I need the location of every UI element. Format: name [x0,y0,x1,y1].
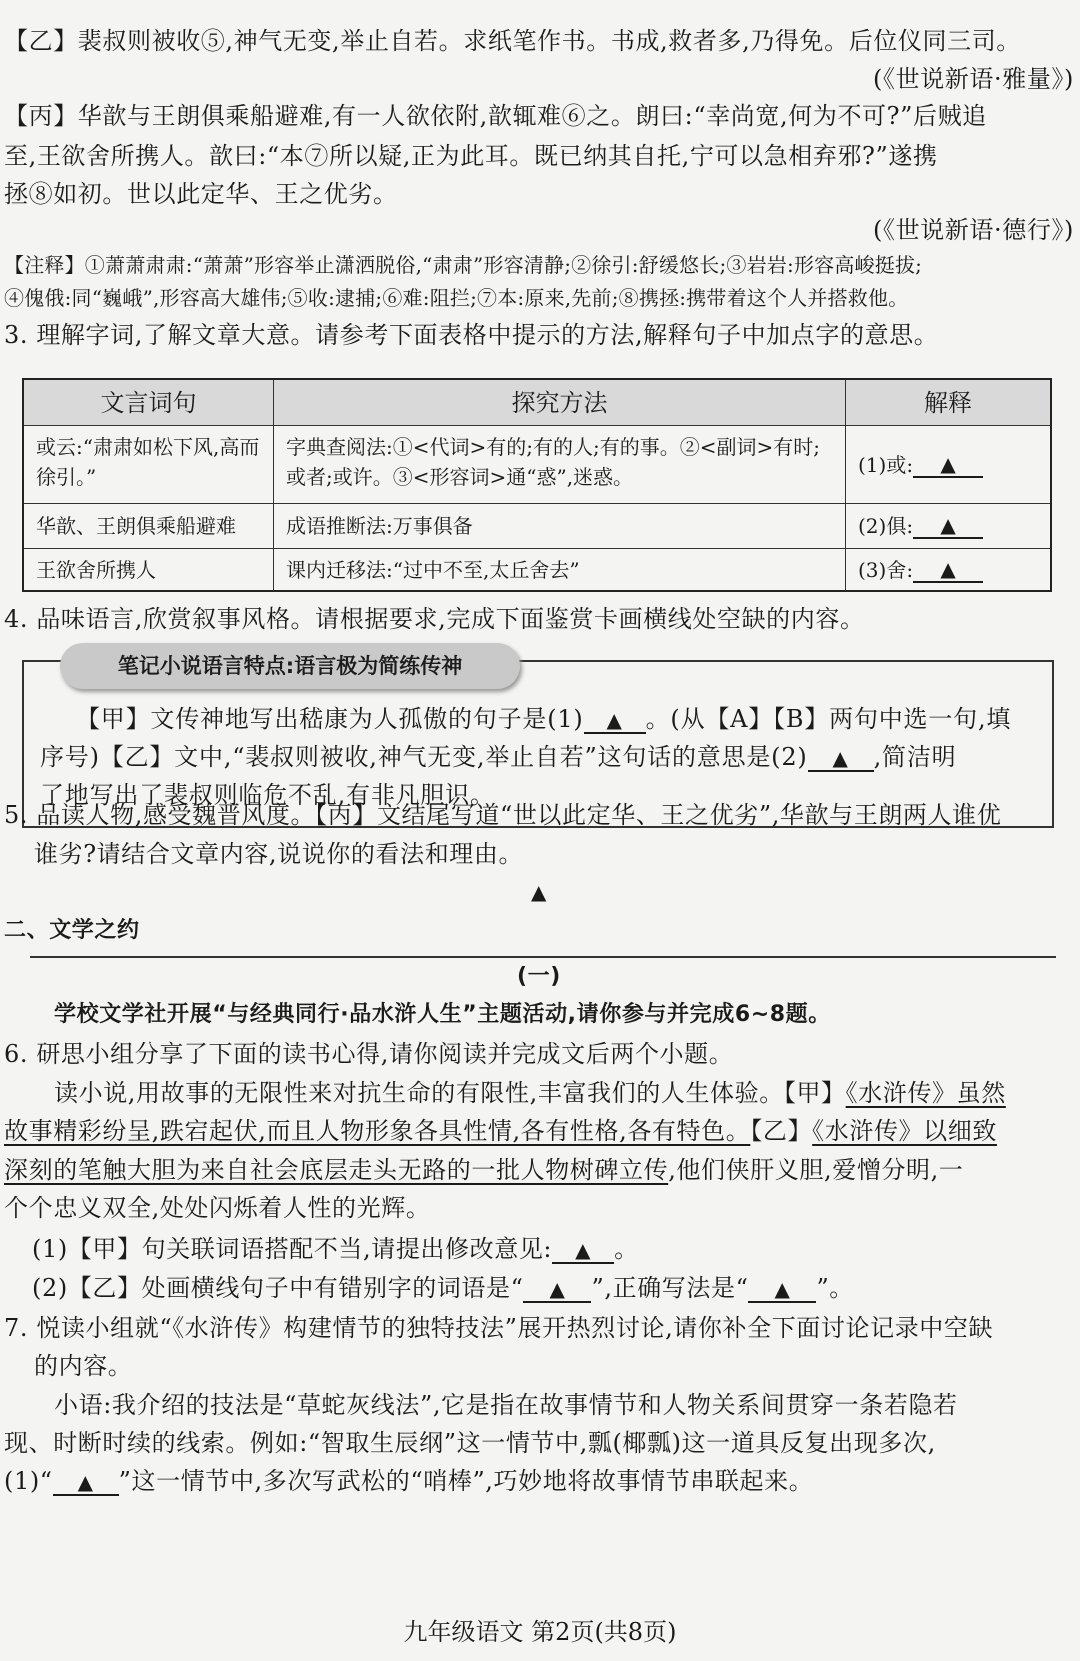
text-part: ”,正确写法是“ [591,1274,749,1302]
underlined-text: 故事精彩纷呈,跌宕起伏,而且人物形象各具性情,各有性格,各有特色。 [4,1117,751,1145]
page-footer: 九年级语文 第2页(共8页) [403,1618,677,1646]
section-intro: 学校文学社开展“与经典同行·品水浒人生”主题活动,请你参与并完成6~8题。 [54,1002,831,1027]
q6-sub2 [4,1269,1074,1307]
triangle-icon: ▲ [940,451,956,476]
answer-blank[interactable] [808,745,874,772]
q6-passage-line3 [4,1151,1074,1189]
section-heading: 二、文学之约 [4,918,140,943]
triangle-icon: ▲ [832,746,849,770]
text-part: ,他们侠肝义胆,爱憎分明,一 [668,1156,964,1184]
text-part: (1)【甲】句关联词语搭配不当,请提出修改意见: [32,1235,553,1263]
passage-bing-line1: 【丙】华歆与王朗俱乘船避难,有一人欲依附,歆辄难⑥之。朗曰:“幸尚宽,何为不可?”后贼追 [4,102,987,130]
text-part: (1)“ [4,1467,53,1495]
answer-label: (3)舍: [858,558,914,582]
triangle-icon: ▲ [606,708,623,732]
source-dexing: (《世说新语·德行》) [873,216,1074,244]
table-cell-method: 字典查阅法:①<代词>有的;有的人;有的事。②<副词>有时;或者;或许。③<形容词>通“惑”,迷惑。 [274,426,846,504]
question-5-line1: 5. 品读人物,感受魏晋风度。【丙】文结尾写道“世以此定华、王之优劣”,华歆与王朗两人谁优 [4,801,1002,829]
table-cell-phrase: 华歆、王朗俱乘船避难 [24,504,274,549]
q6-sub1 [4,1230,1074,1268]
text-part: ”这一情节中,多次写武松的“哨棒”,巧妙地将故事情节串联起来。 [118,1467,814,1495]
q7-passage-line2: 现、时断时续的线索。例如:“智取生辰纲”这一情节中,瓢(椰瓢)这一道具反复出现多次, [4,1429,936,1457]
text-part: 【乙】 [750,1117,813,1145]
card-text-part: 了地写出了裴叔则临危不乱,有非凡胆识。 [40,781,495,809]
card-text-part: 。(从【A】【B】两句中选一句,填 [645,705,1012,733]
answer-blank[interactable] [53,1469,119,1496]
answer-blank[interactable] [552,1237,614,1264]
source-yaliang: (《世说新语·雅量》) [873,65,1074,93]
triangle-icon: ▲ [940,513,956,537]
q7-passage-line3 [4,1462,1074,1500]
triangle-icon: ▲ [940,557,956,581]
triangle-icon: ▲ [549,1277,566,1301]
triangle-icon: ▲ [575,1238,592,1262]
question-3: 3. 理解字词,了解文章大意。请参考下面表格中提示的方法,解释句子中加点字的意思。 [4,321,939,349]
notes-line1: 【注释】①萧萧肃肃:“萧萧”形容举止潇洒脱俗,“肃肃”形容清静;②徐引:舒缓悠长;③岩岩:形容高峻挺拔; [4,253,923,277]
question-7-line2: 的内容。 [34,1352,133,1380]
table-cell-answer [846,504,1050,549]
question-4: 4. 品味语言,欣赏叙事风格。请根据要求,完成下面鉴赏卡画横线处空缺的内容。 [4,605,865,633]
text-part: 。 [614,1235,639,1263]
question-7-line1: 7. 悦读小组就“《水浒传》构建情节的独特技法”展开热烈讨论,请你补全下面讨论记录中空缺 [4,1314,994,1342]
answer-label: (1)或: [858,452,914,477]
underlined-text: 深刻的笔触大胆为来自社会底层走头无路的一批人物树碑立传 [4,1156,669,1184]
answer-blank[interactable] [748,1276,816,1303]
text-part: ”。 [816,1274,854,1302]
q6-passage-line2 [4,1112,1074,1150]
text-part: 读小说,用故事的无限性来对抗生命的有限性,丰富我们的人生体验。【甲】 [54,1079,846,1107]
answer-blank[interactable] [584,707,646,734]
table-cell-phrase: 或云:“肃肃如松下风,高而徐引。” [24,426,274,504]
answer-blank[interactable] [913,557,983,583]
card-text-part: 序号)【乙】文中,“裴叔则被收,神气无变,举止自若”这句话的意思是(2) [40,743,808,771]
answer-blank[interactable] [913,452,983,478]
answer-blank[interactable] [523,1276,591,1303]
q7-passage-line1: 小语:我介绍的技法是“草蛇灰线法”,它是指在故事情节和人物关系间贯穿一条若隐若 [54,1391,958,1419]
section-sub: (一) [517,964,561,989]
table-header-phrase: 文言词句 [24,380,274,426]
passage-yi: 【乙】裴叔则被收⑤,神气无变,举止自若。求纸笔作书。书成,救者多,乃得免。后位仪同三司。 [4,27,1021,55]
card-text-part: ,简洁明 [873,743,957,771]
triangle-icon: ▲ [77,1470,94,1494]
table-cell-answer [846,426,1050,504]
triangle-icon: ▲ [531,880,547,904]
question-5-line2: 谁劣?请结合文章内容,说说你的看法和理由。 [34,840,524,868]
passage-bing-line2: 至,王欲舍所携人。歆曰:“本⑦所以疑,正为此耳。既已纳其自托,宁可以急相弃邪?”遂携 [4,142,938,170]
answer-label: (2)俱: [858,514,914,538]
question-6: 6. 研思小组分享了下面的读书心得,请你阅读并完成文后两个小题。 [4,1040,734,1068]
q6-passage-line1 [4,1074,1074,1112]
card-text-part: 【甲】文传神地写出嵇康为人孤傲的句子是(1) [76,705,584,733]
table-cell-method: 成语推断法:万事俱备 [274,504,846,549]
triangle-icon: ▲ [774,1277,791,1301]
table-header-answer: 解释 [846,380,1050,426]
table-cell-answer [846,549,1050,591]
vocab-table [22,378,1052,592]
notes-line2: ④傀俄:同“巍峨”,形容高大雄伟;⑤收:逮捕;⑥难:阻拦;⑦本:原来,先前;⑧携拯:携带着这个人并搭救他。 [4,286,909,310]
passage-bing-line3: 拯⑧如初。世以此定华、王之优劣。 [4,180,398,208]
answer-area[interactable] [4,872,1074,911]
answer-blank[interactable] [913,513,983,539]
q6-passage-line4: 个个忠义双全,处处闪烁着人性的光辉。 [4,1194,431,1222]
underlined-text: 《水浒传》虽然 [845,1079,1006,1107]
table-cell-phrase: 王欲舍所携人 [24,549,274,591]
table-header-method: 探究方法 [274,380,846,426]
underlined-text: 《水浒传》以细致 [812,1117,997,1145]
card-title: 笔记小说语言特点:语言极为简练传神 [60,643,520,689]
table-cell-method: 课内迁移法:“过中不至,太丘舍去” [274,549,846,591]
text-part: (2)【乙】处画横线句子中有错别字的词语是“ [32,1274,524,1302]
